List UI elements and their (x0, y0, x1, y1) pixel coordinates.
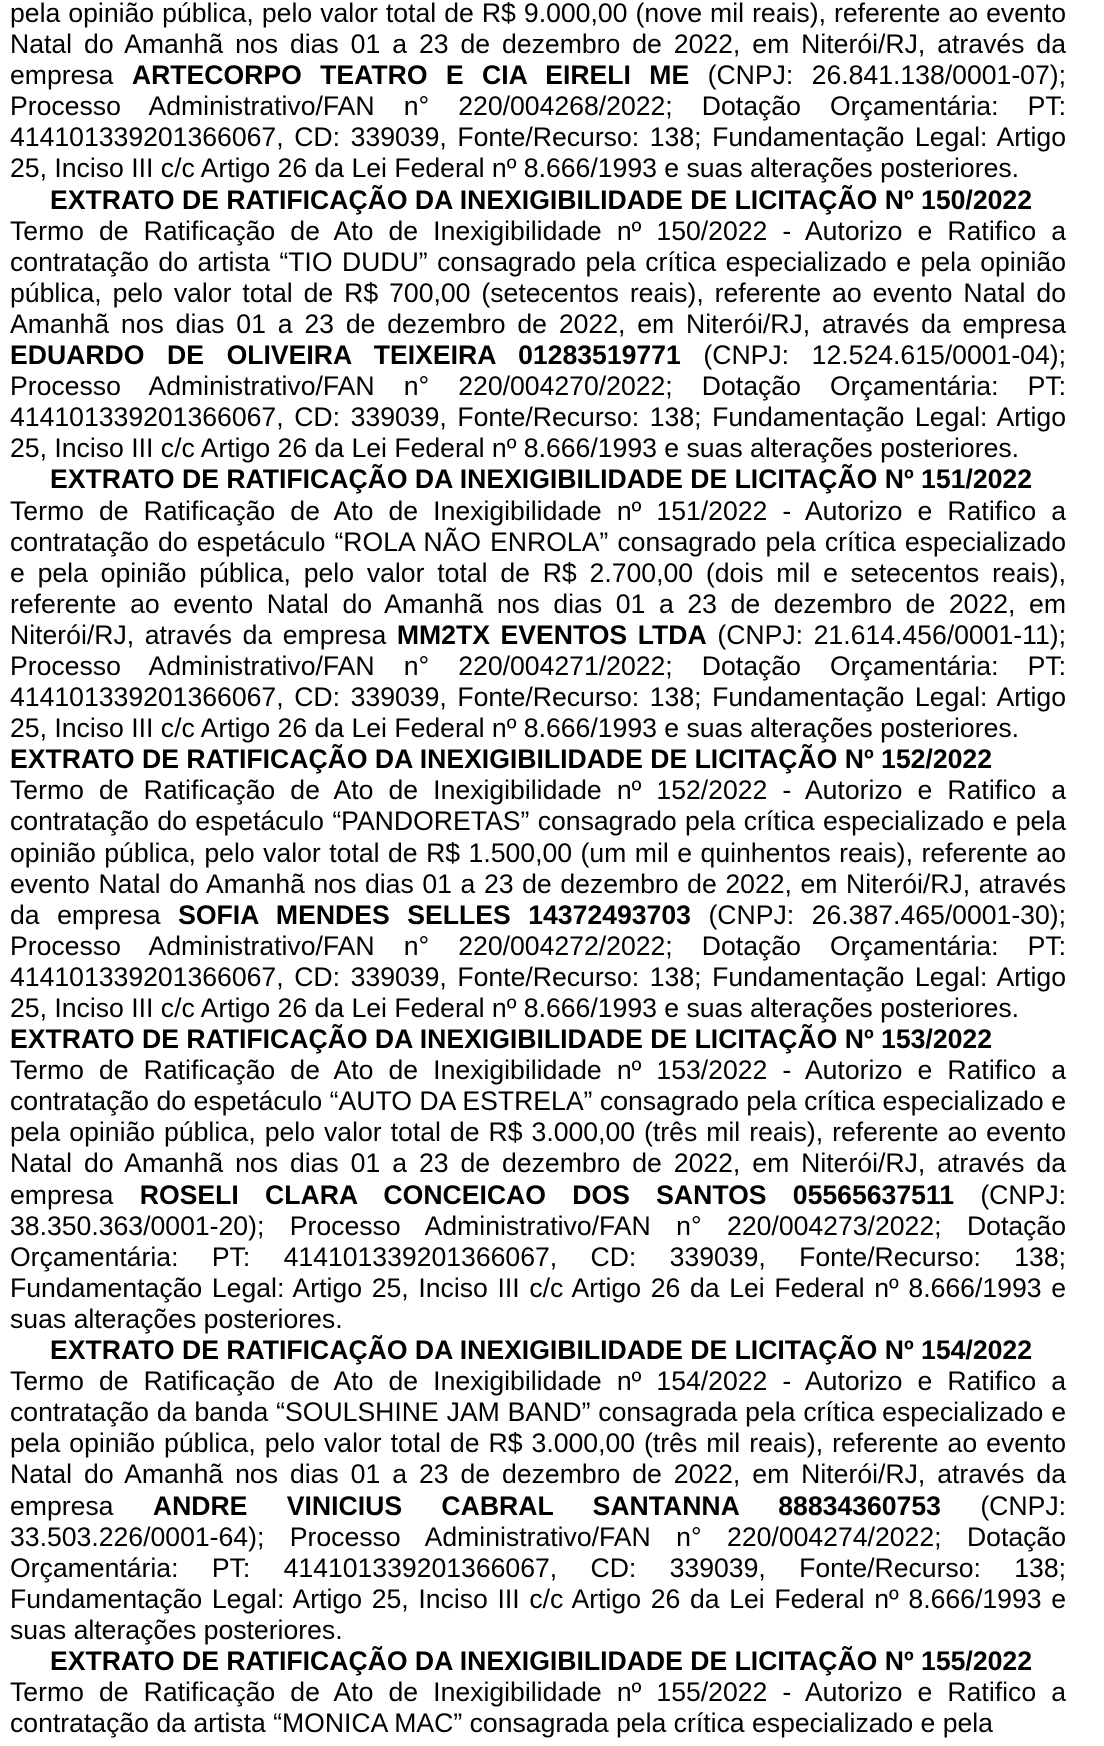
extract-text-1: Termo de Ratificação de Ato de Inexigibilidade nº 155/2022 - Autorizo e Ratifico a contratação da artista “MONICA MAC” consagrada pela crítica especializado e pela (10, 1677, 1066, 1739)
extract-text-1: Termo de Ratificação de Ato de Inexigibilidade nº 151/2022 - Autorizo e Ratifico a contratação do espetáculo “ROLA NÃO ENROLA” consagrado pela crítica especializado e pela opinião pública, pelo valor total de R$ 2.700,00 (dois mil e setecentos reais), referente ao evento Natal do Amanhã nos dias 01 a 23 de dezembro de 2022, em Niterói/RJ, através da empresa (10, 495, 1066, 650)
extract-company-name: ANDRE VINICIUS CABRAL SANTANNA 88834360753 (152, 1490, 941, 1521)
extract-text-2: (CNPJ: 33.503.226/0001-64); Processo Administrativo/FAN n° 220/004274/2022; Dotação Orçamentária: PT: 414101339201366067, CD: 339039, Fonte/Recurso: 138; Fundamentação Legal: Artigo 25, Inciso III c/c Artigo 26 da Lei Federal nº 8.666/1993 e suas alterações posteriores. (10, 1490, 1067, 1645)
extract-text-2: (CNPJ: 21.614.456/0001-11); Processo Administrativo/FAN n° 220/004271/2022; Dotação Orçamentária: PT: 414101339201366067, CD: 339039, Fonte/Recurso: 138; Fundamentação Legal: Artigo 25, Inciso III c/c Artigo 26 da Lei Federal nº 8.666/1993 e suas alterações posteriores. (10, 619, 1067, 744)
lead-text-2: (CNPJ: 26.841.138/0001-07); Processo Administrativo/FAN n° 220/004268/2022; Dotação Orçamentária: PT: 414101339201366067, CD: 339039, Fonte/Recurso: 138; Fundamentação Legal: Artigo 25, Inciso III c/c Artigo 26 da Lei Federal nº 8.666/1993 e suas alterações posteriores. (10, 60, 1066, 184)
extract-text-2: (CNPJ: 26.387.465/0001-30); Processo Administrativo/FAN n° 220/004272/2022; Dotação Orçamentária: PT: 414101339201366067, CD: 339039, Fonte/Recurso: 138; Fundamentação Legal: Artigo 25, Inciso III c/c Artigo 26 da Lei Federal nº 8.666/1993 e suas alterações posteriores. (10, 899, 1067, 1023)
extract-heading-151: EXTRATO DE RATIFICAÇÃO DA INEXIGIBILIDADE DE LICITAÇÃO Nº 151/2022 (50, 464, 1032, 495)
extract-text-1: Termo de Ratificação de Ato de Inexigibilidade nº 154/2022 - Autorizo e Ratifico a contratação da banda “SOULSHINE JAM BAND” consagrada pela crítica especializado e pela opinião pública, pelo valor total de R$ 3.000,00 (três mil reais), referente ao evento Natal do Amanhã nos dias 01 a 23 de dezembro de 2022, em Niterói/RJ, através da empresa (10, 1366, 1066, 1521)
extract-paragraph-150 (10, 216, 1066, 465)
extract-text-2: (CNPJ: 12.524.615/0001-04); Processo Administrativo/FAN n° 220/004270/2022; Dotação Orçamentária: PT: 414101339201366067, CD: 339039, Fonte/Recurso: 138; Fundamentação Legal: Artigo 25, Inciso III c/c Artigo 26 da Lei Federal nº 8.666/1993 e suas alterações posteriores. (10, 340, 1067, 464)
extract-heading-153: EXTRATO DE RATIFICAÇÃO DA INEXIGIBILIDADE DE LICITAÇÃO Nº 153/2022 (10, 1024, 992, 1055)
extract-text-1: Termo de Ratificação de Ato de Inexigibilidade nº 153/2022 - Autorizo e Ratifico a contratação do espetáculo “AUTO DA ESTRELA” consagrado pela crítica especializado e pela opinião pública, pelo valor total de R$ 3.000,00 (três mil reais), referente ao evento Natal do Amanhã nos dias 01 a 23 de dezembro de 2022, em Niterói/RJ, através da empresa (10, 1055, 1066, 1210)
extract-text-1: Termo de Ratificação de Ato de Inexigibilidade nº 152/2022 - Autorizo e Ratifico a contratação do espetáculo “PANDORETAS” consagrado pela crítica especializado e pela opinião pública, pelo valor total de R$ 1.500,00 (um mil e quinhentos reais), referente ao evento Natal do Amanhã nos dias 01 a 23 de dezembro de 2022, em Niterói/RJ, através da empresa (10, 775, 1066, 930)
extract-text-1: Termo de Ratificação de Ato de Inexigibilidade nº 150/2022 - Autorizo e Ratifico a contratação do artista “TIO DUDU” consagrado pela crítica especializado e pela opinião pública, pelo valor total de R$ 700,00 (setecentos reais), referente ao evento Natal do Amanhã nos dias 01 a 23 de dezembro de 2022, em Niterói/RJ, através da empresa (10, 215, 1066, 339)
extract-heading-152: EXTRATO DE RATIFICAÇÃO DA INEXIGIBILIDADE DE LICITAÇÃO Nº 152/2022 (10, 744, 992, 775)
lead-paragraph (10, 0, 1066, 185)
extract-company-name: MM2TX EVENTOS LTDA (396, 619, 707, 650)
extract-paragraph-152 (10, 775, 1066, 1024)
extract-paragraph-154 (10, 1366, 1066, 1646)
extract-heading-154: EXTRATO DE RATIFICAÇÃO DA INEXIGIBILIDADE DE LICITAÇÃO Nº 154/2022 (50, 1335, 1032, 1366)
extract-company-name: EDUARDO DE OLIVEIRA TEIXEIRA 01283519771 (10, 340, 681, 371)
extract-heading-150: EXTRATO DE RATIFICAÇÃO DA INEXIGIBILIDADE DE LICITAÇÃO Nº 150/2022 (50, 184, 1032, 215)
extract-text-2: (CNPJ: 38.350.363/0001-20); Processo Administrativo/FAN n° 220/004273/2022; Dotação Orçamentária: PT: 414101339201366067, CD: 339039, Fonte/Recurso: 138; Fundamentação Legal: Artigo 25, Inciso III c/c Artigo 26 da Lei Federal nº 8.666/1993 e suas alterações posteriores. (10, 1179, 1067, 1334)
lead-company-name: ARTECORPO TEATRO E CIA EIRELI ME (131, 60, 690, 91)
extract-heading-155: EXTRATO DE RATIFICAÇÃO DA INEXIGIBILIDADE DE LICITAÇÃO Nº 155/2022 (50, 1645, 1032, 1676)
extract-paragraph-151 (10, 496, 1066, 745)
extract-company-name: SOFIA MENDES SELLES 14372493703 (178, 899, 691, 930)
extract-company-name: ROSELI CLARA CONCEICAO DOS SANTOS 05565637511 (139, 1179, 955, 1210)
extract-paragraph-155 (10, 1677, 1066, 1739)
document-page (10, 0, 1066, 1739)
extract-paragraph-153 (10, 1055, 1066, 1335)
lead-text-1: pela opinião pública, pelo valor total de R$ 9.000,00 (nove mil reais), referente ao evento Natal do Amanhã nos dias 01 a 23 de dezembro de 2022, em Niterói/RJ, através da empresa (10, 0, 1066, 91)
